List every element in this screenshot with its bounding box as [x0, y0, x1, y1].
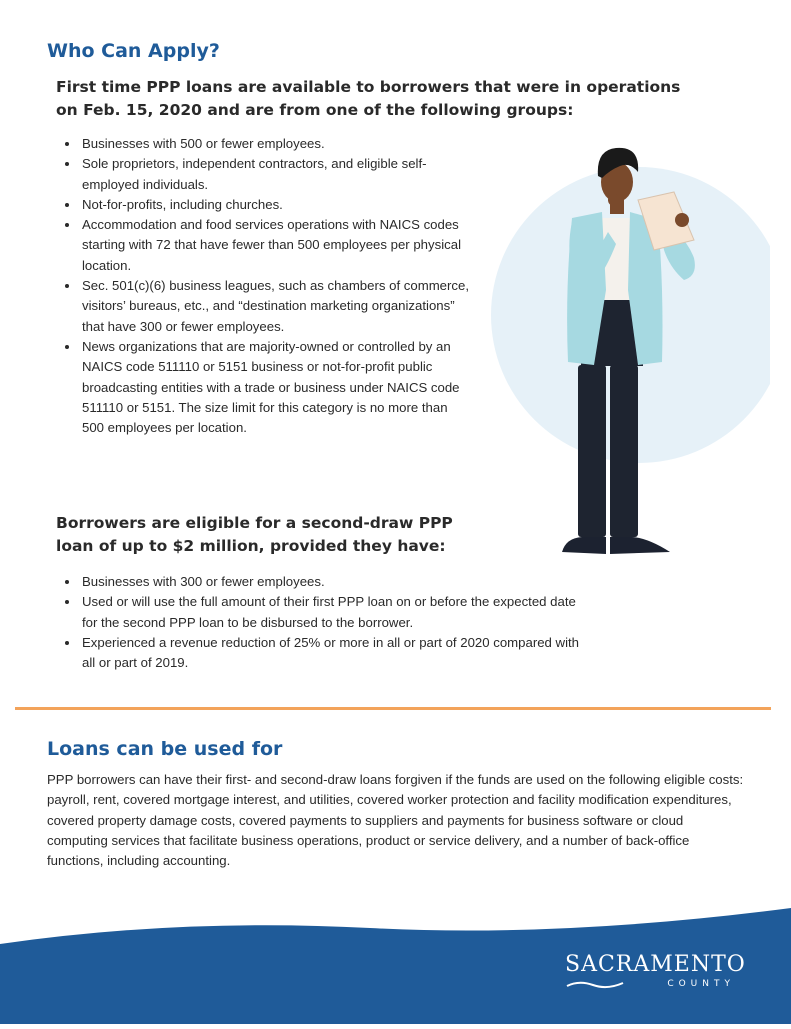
second-draw-intro: Borrowers are eligible for a second-draw PPP loan of up to $2 million, provided they have: — [56, 514, 453, 555]
loans-used-for-body: PPP borrowers can have their first- and second-draw loans forgiven if the funds are used on the following eligible costs: payroll, rent, covered mortgage interest, and utilities, covered worker protection and facility modification expenditures, covered property damage costs, covered payments to suppliers and payments for business software or cloud computing services that facilitate business operations, product or service delivery, and a number of back-office functions, including accounting. — [47, 772, 744, 869]
who-can-apply-heading: Who Can Apply? — [47, 40, 220, 62]
right-leg — [610, 365, 638, 537]
list-item: • Businesses with 500 or fewer employees. — [80, 134, 472, 154]
chin-hand — [608, 194, 620, 206]
logo-sub-text: COUNTY — [667, 979, 735, 989]
list-item: • Used or will use the full amount of their first PPP loan on or before the expected date for the second PPP loan to be disbursed to the borrower. — [80, 592, 580, 633]
first-draw-intro: First time PPP loans are available to borrowers that were in operations on Feb. 15, 2020 and are from one of the following groups: — [56, 78, 681, 119]
left-leg — [578, 365, 606, 537]
list-item: • Sec. 501(c)(6) business leagues, such as chambers of commerce, visitors’ bureaus, etc., and “destination marketing organizations” that have 300 or fewer employees. — [80, 276, 472, 337]
right-shoe — [610, 537, 670, 554]
illustration-svg — [470, 140, 770, 570]
list-item: • Businesses with 300 or fewer employees. — [80, 572, 580, 592]
first-draw-groups-list — [62, 134, 472, 438]
logo-main-text: SACRAMENTO — [565, 952, 746, 977]
second-draw-conditions-list — [62, 572, 580, 673]
list-item: • Not-for-profits, including churches. — [80, 195, 472, 215]
list-item: • News organizations that are majority-owned or controlled by an NAICS code 511110 or 5151 business or not-for-profit public broadcasting entities with a trade or business under NAICS code 511110 or 5151. The size limit for this category is no more than 500 employees per location. — [80, 337, 472, 438]
list-item: • Experienced a revenue reduction of 25% or more in all or part of 2020 compared with all or part of 2019. — [80, 633, 580, 674]
person-reading-paper-icon — [470, 140, 770, 575]
sacramento-county-logo — [565, 952, 745, 1002]
section-divider — [15, 707, 771, 710]
loans-used-for-heading: Loans can be used for — [47, 738, 283, 760]
hand — [675, 213, 689, 227]
list-item: • Sole proprietors, independent contractors, and eligible self-employed individuals. — [80, 154, 472, 195]
left-shoe — [562, 537, 606, 554]
list-item: • Accommodation and food services operations with NAICS codes starting with 72 that have fewer than 500 employees per physical location. — [80, 215, 472, 276]
